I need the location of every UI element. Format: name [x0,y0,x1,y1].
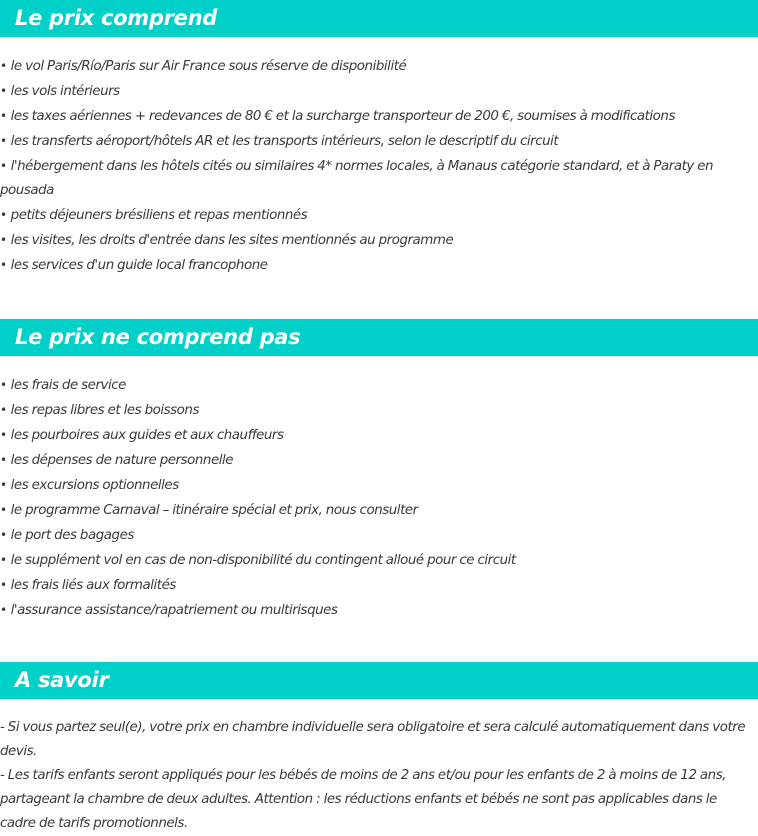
bullet-icon: • [0,84,7,98]
list-item: • les transferts aéroport/hôtels AR et les transports intérieurs, selon le descriptif du circuit [0,134,559,149]
list-item: • le port des bagages [0,528,134,543]
list-item: • les vols intérieurs [0,84,120,99]
bullet-icon: • [0,258,7,272]
note-paragraph-child-rates: - Les tarifs enfants seront appliqués pour les bébés de moins de 2 ans et/ou pour les enfants de 2 à moins de 12 ans, partageant la chambre de deux adultes. Attention : les réductions enfants et bébés ne sont pas applicables dans le cadre de tarifs promotionnels. [0,768,727,831]
price-includes-list [0,54,752,278]
bullet-icon: • [0,528,7,542]
bullet-icon: • [0,603,7,617]
list-item: • le programme Carnaval – itinéraire spécial et prix, nous consulter [0,503,418,518]
bullet-icon: • [0,453,7,467]
section-title: A savoir [15,668,109,692]
list-item: • les repas libres et les boissons [0,403,199,418]
bullet-icon: • [0,378,7,392]
section-header-price-excludes [0,319,758,356]
list-item: • les excursions optionnelles [0,478,179,493]
list-item: • les visites, les droits d'entrée dans les sites mentionnés au programme [0,233,454,248]
list-item: • petits déjeuners brésiliens et repas mentionnés [0,208,308,223]
price-excludes-list [0,373,752,623]
list-item: • l'hébergement dans les hôtels cités ou similaires 4* normes locales, à Manaus catégorie standard, et à Paraty en pousada [0,159,714,198]
section-title: Le prix ne comprend pas [15,325,301,349]
bullet-icon: • [0,478,7,492]
section-header-to-know [0,662,758,699]
list-item: • l'assurance assistance/rapatriement ou multirisques [0,603,338,618]
bullet-icon: • [0,428,7,442]
list-item: • les dépenses de nature personnelle [0,453,234,468]
bullet-icon: • [0,553,7,567]
list-item: • les frais de service [0,378,126,393]
list-item: • le supplément vol en cas de non-disponibilité du contingent alloué pour ce circuit [0,553,516,568]
section-header-price-includes [0,0,758,37]
bullet-icon: • [0,134,7,148]
note-paragraph-single-room: - Si vous partez seul(e), votre prix en chambre individuelle sera obligatoire et sera calculé automatiquement dans votre devis. [0,720,746,759]
bullet-icon: • [0,59,7,73]
bullet-icon: • [0,208,7,222]
bullet-icon: • [0,578,7,592]
section-title: Le prix comprend [15,6,217,30]
bullet-icon: • [0,159,7,173]
bullet-icon: • [0,403,7,417]
bullet-icon: • [0,503,7,517]
list-item: • les services d'un guide local francophone [0,258,268,273]
list-item: • les pourboires aux guides et aux chauffeurs [0,428,284,443]
list-item: • le vol Paris/Río/Paris sur Air France sous réserve de disponibilité [0,59,407,74]
bullet-icon: • [0,233,7,247]
bullet-icon: • [0,109,7,123]
list-item: • les frais liés aux formalités [0,578,176,593]
list-item: • les taxes aériennes + redevances de 80 € et la surcharge transporteur de 200 €, soumises à modifications [0,109,675,124]
